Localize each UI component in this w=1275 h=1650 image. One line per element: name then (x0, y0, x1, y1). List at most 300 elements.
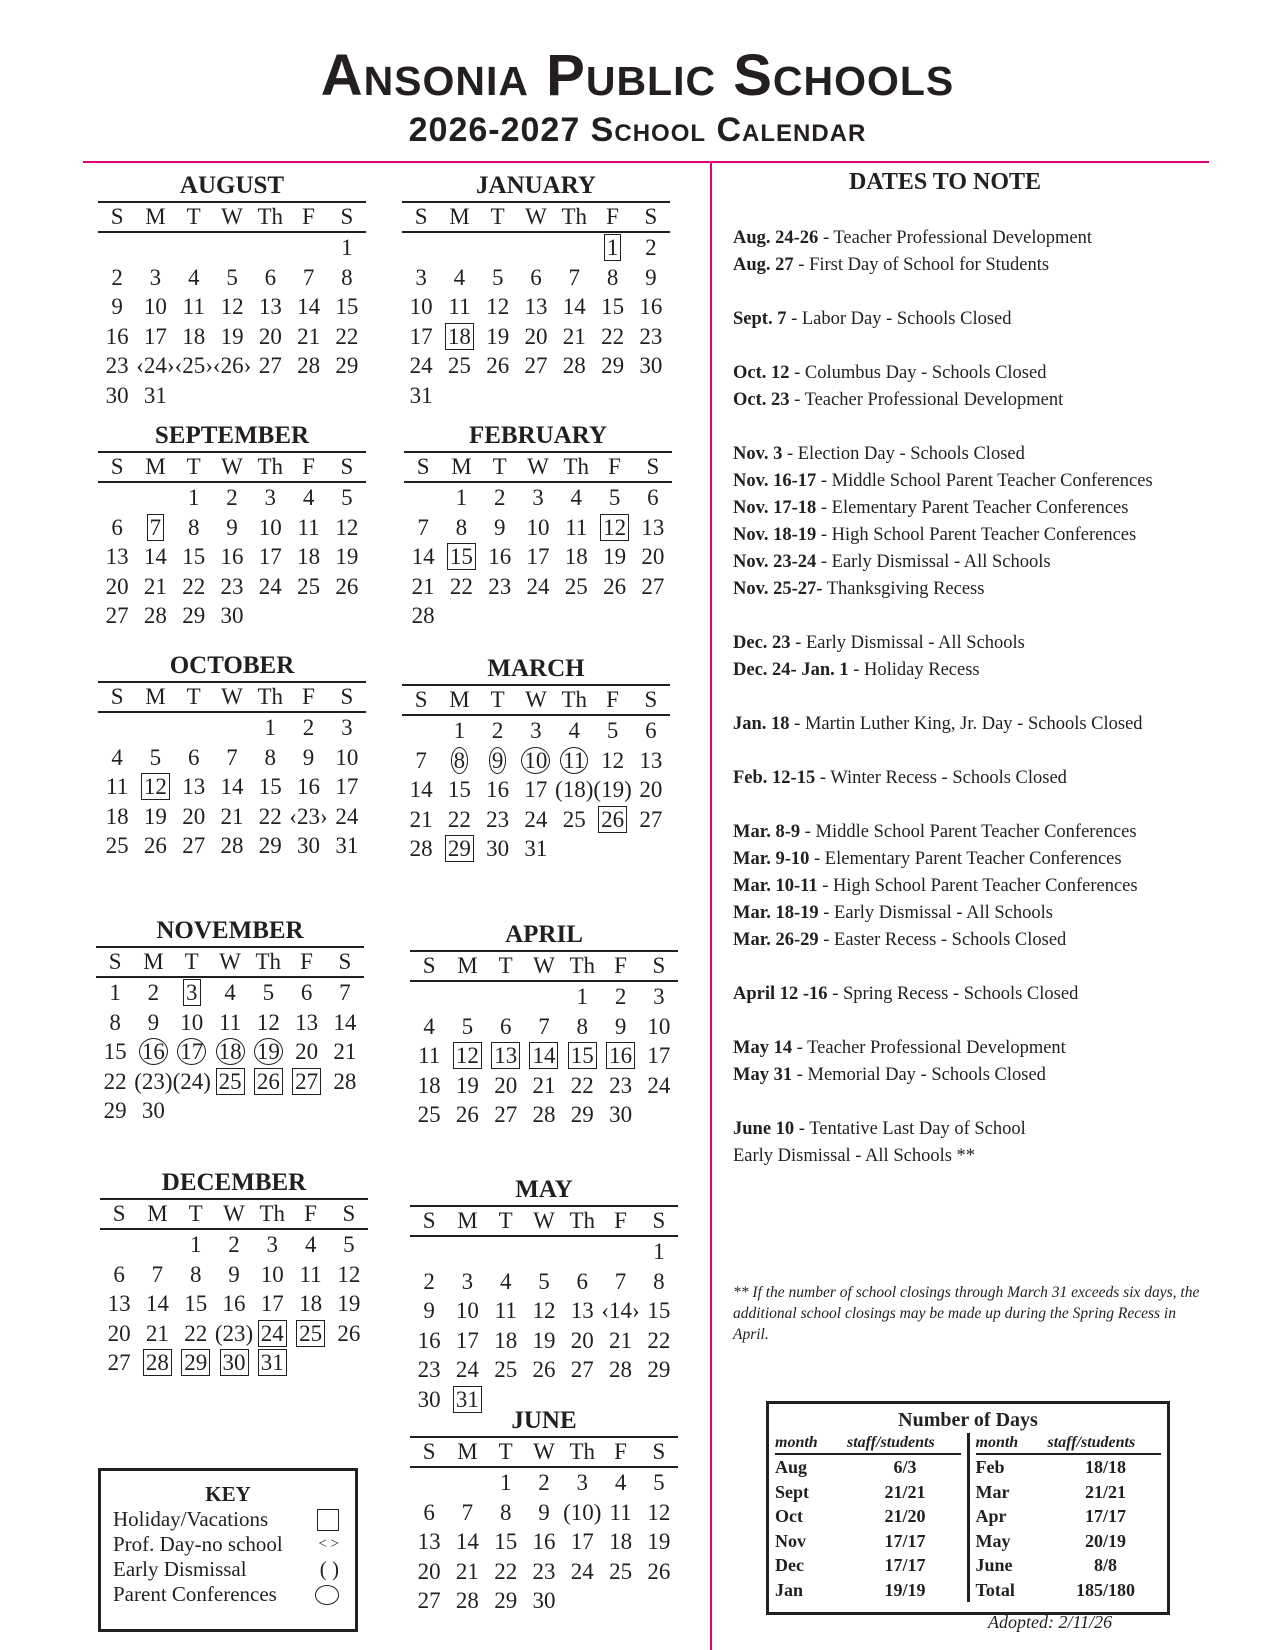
calendar-day: 17 (524, 777, 548, 802)
days-row (775, 1504, 961, 1529)
calendar-day: 7 (461, 1499, 474, 1525)
days-value: 21/21 (1084, 1481, 1126, 1502)
calendar-day: 26 (647, 1558, 671, 1584)
calendar-day: 21 (297, 323, 321, 349)
weekday-label: Th (561, 204, 588, 229)
note-text: - Labor Day - Schools Closed (786, 309, 1012, 329)
calendar-day: 29 (182, 603, 206, 628)
calendar-day: 5 (608, 485, 621, 510)
calendar-day: 7 (417, 514, 429, 540)
calendar-day: 22 (449, 573, 473, 599)
calendar-day: 9 (226, 514, 238, 540)
day-grid (404, 483, 672, 631)
calendar-day: 5 (226, 264, 238, 290)
weekday-label: T (498, 1439, 513, 1464)
calendar-day: 26 (143, 833, 167, 858)
days-row (775, 1529, 961, 1554)
month-name: AUGUST (179, 172, 285, 199)
calendar-day: 9 (423, 1298, 435, 1323)
note-date: Sept. 7 (733, 309, 787, 329)
days-month: Oct (775, 1506, 803, 1526)
calendar-day: 9 (645, 264, 657, 290)
note-text: - Memorial Day - Schools Closed (792, 1065, 1046, 1085)
weekday-header (96, 946, 364, 978)
calendar-day: 9 (538, 1499, 550, 1525)
calendar-day: 8 (499, 1499, 512, 1525)
note-date: Mar. 18-19 (733, 903, 819, 923)
note-text: Thanksgiving Recess (822, 579, 985, 599)
weekday-label: M (143, 949, 164, 974)
weekday-label: S (646, 454, 660, 479)
calendar-day: 22 (103, 1068, 127, 1094)
calendar-day: 27 (494, 1102, 518, 1127)
calendar-day: 15 (447, 777, 471, 802)
calendar-day: 17 (409, 323, 433, 349)
calendar-day: 26 (335, 573, 359, 599)
days-month: Mar (975, 1481, 1010, 1502)
calendar-day: 20 (182, 803, 206, 829)
calendar-day: 29 (494, 1588, 518, 1613)
calendar-day: 1 (453, 718, 466, 743)
col-header-value: staff/students (847, 1434, 935, 1451)
days-value: 21/21 (884, 1481, 926, 1502)
note-text: - Teacher Professional Development (792, 1038, 1066, 1058)
calendar-day: 16 (486, 777, 510, 802)
calendar-day: 28 (609, 1357, 633, 1382)
calendar-day: 8 (264, 744, 276, 770)
month-august (96, 171, 368, 410)
calendar-day: 30 (297, 833, 321, 858)
calendar-day: 15 (601, 294, 625, 319)
calendar-day: 13 (524, 294, 548, 319)
calendar-day: 28 (143, 603, 167, 628)
weekday-label: Th (257, 204, 284, 229)
calendar-day: 31 (524, 836, 548, 861)
weekday-label: W (219, 949, 241, 974)
weekday-label: T (186, 684, 201, 709)
calendar-day: 26 (601, 806, 625, 832)
weekday-label: M (145, 454, 166, 479)
calendar-day: 16 (105, 323, 129, 349)
calendar-day: 1 (109, 980, 121, 1005)
note-date: Oct. 12 (733, 363, 790, 383)
calendar-day: 11 (418, 1043, 441, 1068)
calendar-day: 26 (455, 1102, 479, 1127)
calendar-day: 13 (105, 544, 129, 569)
days-value: 17/17 (1084, 1506, 1126, 1526)
weekday-header (100, 1198, 368, 1230)
weekday-label: W (525, 204, 547, 229)
calendar-day: 16 (609, 1043, 633, 1068)
calendar-day: ( 23 ) (215, 1319, 253, 1349)
calendar-day: 15 (647, 1298, 671, 1323)
calendar-day: 30 (417, 1386, 441, 1412)
calendar-day: 8 (189, 1261, 202, 1287)
calendar-day: 25 (609, 1558, 633, 1584)
calendar-day: 24 (260, 1320, 284, 1346)
calendar-day: 8 (341, 264, 353, 290)
calendar-day: 18 (182, 323, 206, 349)
calendar-day: 19 (220, 323, 244, 349)
calendar-day: 12 (256, 1009, 280, 1035)
month-name: SEPTEMBER (154, 422, 310, 449)
calendar-day: 25 (447, 353, 471, 378)
weekday-label: M (145, 684, 166, 709)
weekday-label: F (302, 454, 315, 479)
calendar-day: 2 (111, 264, 123, 290)
days-row (976, 1578, 1162, 1603)
calendar-day: 16 (488, 544, 512, 569)
calendar-day: 29 (258, 833, 282, 858)
calendar-day: 8 (187, 514, 200, 540)
days-row (976, 1504, 1162, 1529)
weekday-label: M (457, 1208, 478, 1233)
weekday-label: T (498, 1208, 513, 1233)
calendar-day: 19 (486, 323, 510, 349)
note-date: Aug. 27 (733, 255, 794, 275)
calendar-day: 5 (149, 744, 162, 770)
page-title: Ansonia Public Schools (320, 43, 955, 108)
month-name: NOVEMBER (156, 917, 304, 944)
calendar-day: 26 (603, 573, 627, 599)
calendar-day: 25 (218, 1068, 242, 1094)
calendar-day: 14 (143, 544, 167, 569)
calendar-day: 20 (494, 1072, 518, 1098)
note-text: - Early Dismissal - All Schools (818, 903, 1053, 923)
calendar-day: 15 (258, 774, 282, 799)
note-text: - Election Day - Schools Closed (782, 444, 1025, 464)
calendar-day: 10 (335, 744, 359, 770)
calendar-day: 19 (337, 1291, 361, 1316)
calendar-day: 8 (653, 1268, 665, 1294)
note-date: Nov. 18-19 (733, 525, 817, 545)
calendar-day: 11 (106, 774, 129, 799)
key-item (101, 1582, 355, 1607)
date-note (733, 1116, 1213, 1143)
calendar-day: 7 (226, 744, 238, 770)
date-note (733, 819, 1213, 846)
days-value: 18/18 (1084, 1457, 1126, 1477)
calendar-day: 6 (111, 514, 123, 540)
calendar-day: 17 (173, 1037, 211, 1067)
calendar-day: 27 (107, 1350, 131, 1375)
calendar-day: 27 (639, 806, 663, 832)
calendar-day: 7 (568, 264, 581, 290)
calendar-day: 17 (647, 1043, 671, 1068)
weekday-label: M (145, 204, 166, 229)
day-grid (410, 1237, 678, 1414)
days-row (976, 1455, 1162, 1480)
date-note (733, 1143, 1213, 1170)
weekday-label: S (340, 454, 354, 479)
calendar-day: 20 (105, 573, 129, 599)
calendar-day: 6 (113, 1261, 125, 1287)
calendar-day: 19 (647, 1529, 671, 1554)
date-note (733, 387, 1213, 414)
column-divider (710, 161, 712, 1650)
date-note (733, 225, 1213, 252)
weekday-label: T (492, 454, 507, 479)
month-march (400, 654, 672, 864)
calendar-day: 17 (143, 323, 167, 349)
calendar-day: 14 (409, 777, 433, 802)
calendar-day: 2 (645, 235, 657, 260)
weekday-label: W (533, 1439, 555, 1464)
weekday-label: M (147, 1201, 168, 1226)
calendar-day: 1 (606, 235, 619, 260)
calendar-day: 13 (494, 1043, 518, 1068)
month-name: MARCH (487, 655, 585, 682)
calendar-day: 4 (111, 744, 123, 770)
month-november (94, 916, 366, 1126)
date-note (733, 657, 1213, 684)
days-value: 19/19 (884, 1579, 926, 1600)
weekday-label: F (606, 204, 619, 229)
note-text: - Teacher Professional Development (789, 390, 1064, 410)
note-text: - Spring Recess - Schools Closed (827, 984, 1079, 1004)
weekday-header (98, 201, 366, 233)
days-value: 21/20 (884, 1506, 926, 1526)
calendar-day: 27 (524, 353, 548, 378)
calendar-day: ‹ 26 › (213, 351, 251, 381)
calendar-day: 21 (609, 1327, 633, 1353)
weekday-label: Th (255, 949, 282, 974)
calendar-day: 24 (409, 353, 433, 378)
calendar-day: 22 (184, 1320, 208, 1346)
calendar-day: 2 (228, 1232, 240, 1257)
weekday-label: S (422, 953, 436, 978)
calendar-day: 5 (461, 1013, 474, 1039)
calendar-day: 1 (455, 485, 468, 510)
calendar-day: 29 (447, 836, 471, 861)
calendar-day: 25 (105, 833, 129, 858)
days-month: Sept (775, 1481, 810, 1502)
note-date: Nov. 17-18 (733, 498, 817, 518)
calendar-day: 29 (335, 353, 359, 378)
calendar-day: 23 (417, 1357, 441, 1382)
weekday-label: W (533, 953, 555, 978)
weekday-label: Th (257, 684, 284, 709)
key-label: Parent Conferences (113, 1582, 277, 1606)
calendar-day: 3 (530, 718, 542, 743)
days-row (976, 1553, 1162, 1578)
calendar-day: 14 (220, 774, 244, 799)
date-note (733, 360, 1213, 387)
calendar-day: 5 (491, 264, 504, 290)
calendar-day: 18 (105, 803, 129, 829)
days-value: 17/17 (884, 1530, 926, 1551)
calendar-day: 2 (226, 485, 238, 510)
page-subtitle: 2026-2027 School Calendar (408, 111, 867, 149)
calendar-day: 2 (147, 980, 160, 1005)
weekday-label: W (221, 454, 243, 479)
date-note (733, 306, 1213, 333)
calendar-day: 2 (491, 718, 504, 743)
calendar-day: 23 (220, 573, 244, 599)
days-month: Nov (775, 1530, 806, 1551)
calendar-day: 15 (494, 1529, 518, 1554)
weekday-label: S (338, 949, 352, 974)
note-date: Mar. 8-9 (733, 822, 801, 842)
days-table-left (769, 1433, 970, 1602)
calendar-day: 17 (526, 544, 550, 569)
calendar-day: 25 (297, 573, 321, 599)
calendar-day: 8 (576, 1013, 589, 1039)
calendar-day: 7 (538, 1013, 550, 1039)
calendar-day: 16 (297, 774, 321, 799)
calendar-day: 7 (151, 1261, 164, 1287)
calendar-day: 23 (105, 353, 129, 378)
col-header-value: staff/students (1047, 1434, 1136, 1451)
calendar-day: 22 (258, 803, 282, 829)
calendar-day: 20 (417, 1558, 441, 1584)
days-row (775, 1553, 961, 1578)
calendar-day: 11 (218, 1009, 242, 1035)
calendar-day: 19 (532, 1327, 556, 1353)
note-date: Mar. 9-10 (733, 849, 810, 869)
calendar-day: 6 (576, 1268, 588, 1294)
calendar-day: 30 (220, 603, 244, 628)
calendar-day: 16 (220, 544, 244, 569)
calendar-day: 21 (145, 1320, 169, 1346)
calendar-day: 28 (409, 836, 433, 861)
days-value: 8/8 (1093, 1555, 1117, 1575)
calendar-day: 14 (145, 1291, 169, 1316)
calendar-day: 24 (524, 806, 548, 832)
weekday-label: S (416, 454, 430, 479)
note-text: - Elementary Parent Teacher Conferences (816, 498, 1129, 518)
calendar-day: 10 (180, 1009, 204, 1035)
calendar-day: ( 23 ) (134, 1067, 172, 1097)
weekday-label: T (498, 953, 513, 978)
day-grid (402, 233, 670, 410)
weekday-header (98, 451, 366, 483)
weekday-label: S (644, 204, 658, 229)
calendar-day: 26 (532, 1357, 556, 1382)
calendar-day: 4 (614, 1470, 627, 1495)
calendar-day: 30 (222, 1350, 246, 1375)
calendar-day: 6 (423, 1499, 435, 1525)
calendar-day: 9 (147, 1009, 160, 1035)
early-dismissal-symbol: ( ) (319, 1557, 339, 1581)
month-december (98, 1168, 370, 1378)
weekday-label: T (186, 204, 201, 229)
days-month: Apr (975, 1506, 1007, 1526)
weekday-label: W (533, 1208, 555, 1233)
note-text: - Middle School Parent Teacher Conferences (816, 471, 1153, 491)
weekday-label: Th (569, 1208, 596, 1233)
calendar-day: 7 (149, 514, 162, 540)
calendar-day: 1 (653, 1239, 665, 1264)
calendar-day: 8 (109, 1009, 121, 1035)
calendar-day: 5 (538, 1268, 550, 1294)
days-row (976, 1480, 1162, 1505)
date-note (733, 846, 1213, 873)
date-note (733, 765, 1213, 792)
calendar-day: 16 (532, 1529, 556, 1554)
date-note (733, 549, 1213, 576)
calendar-day: 3 (461, 1268, 474, 1294)
note-date: Dec. 24- Jan. 1 (733, 660, 849, 680)
weekday-label: M (457, 953, 478, 978)
calendar-day: 22 (570, 1072, 594, 1098)
date-note (733, 927, 1213, 954)
days-row (775, 1578, 961, 1603)
days-table-right (970, 1433, 1168, 1602)
calendar-day: 21 (562, 323, 586, 349)
calendar-day: 21 (220, 803, 244, 829)
calendar-day: 17 (570, 1529, 594, 1554)
calendar-day: 7 (614, 1268, 627, 1294)
calendar-day: 12 (337, 1261, 361, 1287)
calendar-day: 11 (555, 746, 593, 776)
note-text: - High School Parent Teacher Conferences (817, 876, 1138, 896)
header-divider (83, 161, 1209, 163)
calendar-day: 25 (299, 1320, 323, 1346)
calendar-day: 22 (447, 806, 471, 832)
calendar-day: ( 18 ) (555, 775, 593, 805)
calendar-day: 7 (415, 747, 427, 773)
note-text: - Elementary Parent Teacher Conferences (809, 849, 1122, 869)
weekday-header (410, 1436, 678, 1468)
calendar-day: 20 (639, 777, 663, 802)
calendar-day: 23 (488, 573, 512, 599)
date-note (733, 1062, 1213, 1089)
calendar-day: 10 (258, 514, 282, 540)
note-date: Mar. 26-29 (733, 930, 819, 950)
date-note (733, 252, 1213, 279)
weekday-label: M (449, 687, 470, 712)
note-text: - Easter Recess - Schools Closed (818, 930, 1067, 950)
day-grid (98, 713, 366, 861)
weekday-header (402, 201, 670, 233)
weekday-label: F (300, 949, 313, 974)
weekday-label: Th (569, 953, 596, 978)
calendar-day: 19 (143, 803, 167, 829)
day-grid (410, 982, 678, 1130)
weekday-label: F (304, 1201, 317, 1226)
col-header-month: month (975, 1434, 1019, 1451)
calendar-day: 1 (341, 235, 353, 260)
calendar-day: 29 (570, 1102, 594, 1127)
calendar-day: 12 (455, 1043, 479, 1068)
month-february (402, 421, 674, 631)
note-date: April 12 -16 (733, 984, 828, 1004)
note-date: Dec. 23 (733, 633, 791, 653)
calendar-day: 21 (409, 806, 433, 832)
date-note (733, 441, 1213, 468)
weekday-label: S (422, 1208, 436, 1233)
calendar-day: 27 (105, 603, 129, 628)
days-month: Feb (975, 1457, 1005, 1477)
day-grid (100, 1230, 368, 1378)
note-date: May 31 (733, 1065, 793, 1085)
calendar-day: 18 (211, 1037, 249, 1067)
calendar-day: 11 (182, 294, 205, 319)
key-title: KEY (205, 1482, 251, 1506)
calendar-day: 8 (606, 264, 619, 290)
day-grid (96, 978, 364, 1126)
calendar-day: 21 (455, 1558, 479, 1584)
calendar-day: 9 (111, 294, 123, 319)
calendar-day: 10 (517, 746, 555, 776)
date-note (733, 1035, 1213, 1062)
holiday-box-icon (317, 1509, 339, 1531)
note-date: June 10 (733, 1119, 795, 1139)
dates-to-note-heading: DATES TO NOTE (848, 169, 1042, 195)
weekday-label: F (302, 684, 315, 709)
calendar-day: 31 (143, 382, 167, 408)
